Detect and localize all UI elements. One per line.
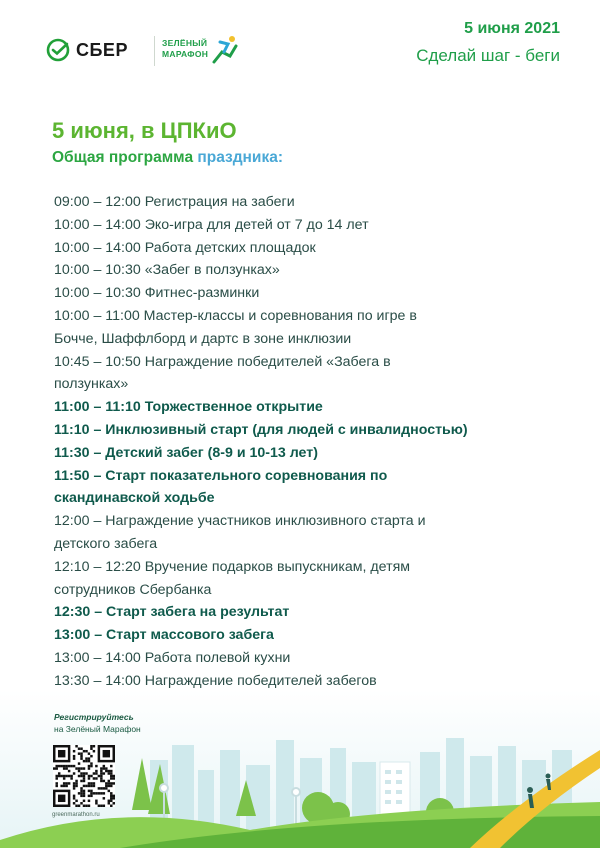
registration-text — [54, 711, 141, 735]
green-marathon-line2: МАРАФОН — [162, 49, 209, 59]
green-marathon-logo-text — [162, 38, 208, 60]
page-title: 5 июня, в ЦПКиО — [52, 118, 237, 143]
schedule-line: 13:00 – 14:00 Работа полевой кухни — [54, 649, 291, 666]
schedule-line: 10:00 – 11:00 Мастер-классы и соревнования по игре в — [54, 307, 417, 324]
schedule-line: 13:30 – 14:00 Награждение победителей забегов — [54, 672, 377, 689]
green-marathon-line1: ЗЕЛЁНЫЙ — [162, 38, 208, 48]
schedule-line: 11:50 – Старт показательного соревнования по — [54, 467, 388, 484]
subtitle-part1: Общая программа — [52, 149, 198, 166]
registration-url[interactable]: greenmarathon.ru — [52, 812, 100, 818]
schedule-line: детского забега — [54, 535, 158, 552]
schedule-line: 10:00 – 10:30 «Забег в ползунках» — [54, 262, 280, 279]
subtitle-part2: праздника: — [197, 149, 283, 166]
header-date: 5 июня 2021 — [464, 20, 560, 37]
green-marathon-logo — [162, 34, 242, 68]
schedule-line: 11:00 – 11:10 Торжественное открытие — [54, 399, 323, 416]
schedule-line: 12:30 – Старт забега на результат — [54, 604, 290, 621]
qr-code[interactable] — [53, 745, 115, 807]
registration-line2: на Зелёный Марафон — [54, 724, 141, 734]
sber-checkmark-icon — [46, 38, 70, 62]
schedule-line: Бочче, Шаффлборд и дартс в зоне инклюзии — [54, 330, 352, 347]
logo-divider — [154, 36, 155, 66]
header-slogan: Сделай шаг - беги — [416, 46, 560, 65]
registration-line1: Регистрируйтесь — [54, 712, 134, 722]
schedule-line: 11:30 – Детский забег (8-9 и 10-13 лет) — [54, 444, 318, 461]
schedule-line: 10:00 – 14:00 Работа детских площадок — [54, 239, 316, 256]
schedule-line: 10:45 – 10:50 Награждение победителей «Забега в — [54, 353, 391, 370]
schedule-list — [54, 191, 574, 693]
schedule-line: 12:10 – 12:20 Вручение подарков выпускникам, детям — [54, 558, 411, 575]
schedule-line: 09:00 – 12:00 Регистрация на забеги — [54, 194, 295, 210]
sber-logo — [46, 38, 128, 62]
runner-icon — [206, 34, 242, 66]
program-subtitle — [52, 149, 283, 167]
schedule-line: 12:00 – Награждение участников инклюзивного старта и — [54, 513, 426, 530]
schedule-line: ползунках» — [54, 376, 129, 393]
schedule-line: сотрудников Сбербанка — [54, 581, 212, 598]
schedule-line: 10:00 – 10:30 Фитнес-разминки — [54, 285, 260, 302]
schedule-line: 11:10 – Инклюзивный старт (для людей с инвалидностью) — [54, 421, 468, 438]
schedule-line: скандинавской ходьбе — [54, 490, 215, 507]
schedule-line: 13:00 – Старт массового забега — [54, 627, 274, 644]
schedule-line: 10:00 – 14:00 Эко-игра для детей от 7 до 14 лет — [54, 216, 369, 233]
sber-brand-text: СБЕР — [76, 39, 128, 60]
header — [0, 0, 600, 90]
